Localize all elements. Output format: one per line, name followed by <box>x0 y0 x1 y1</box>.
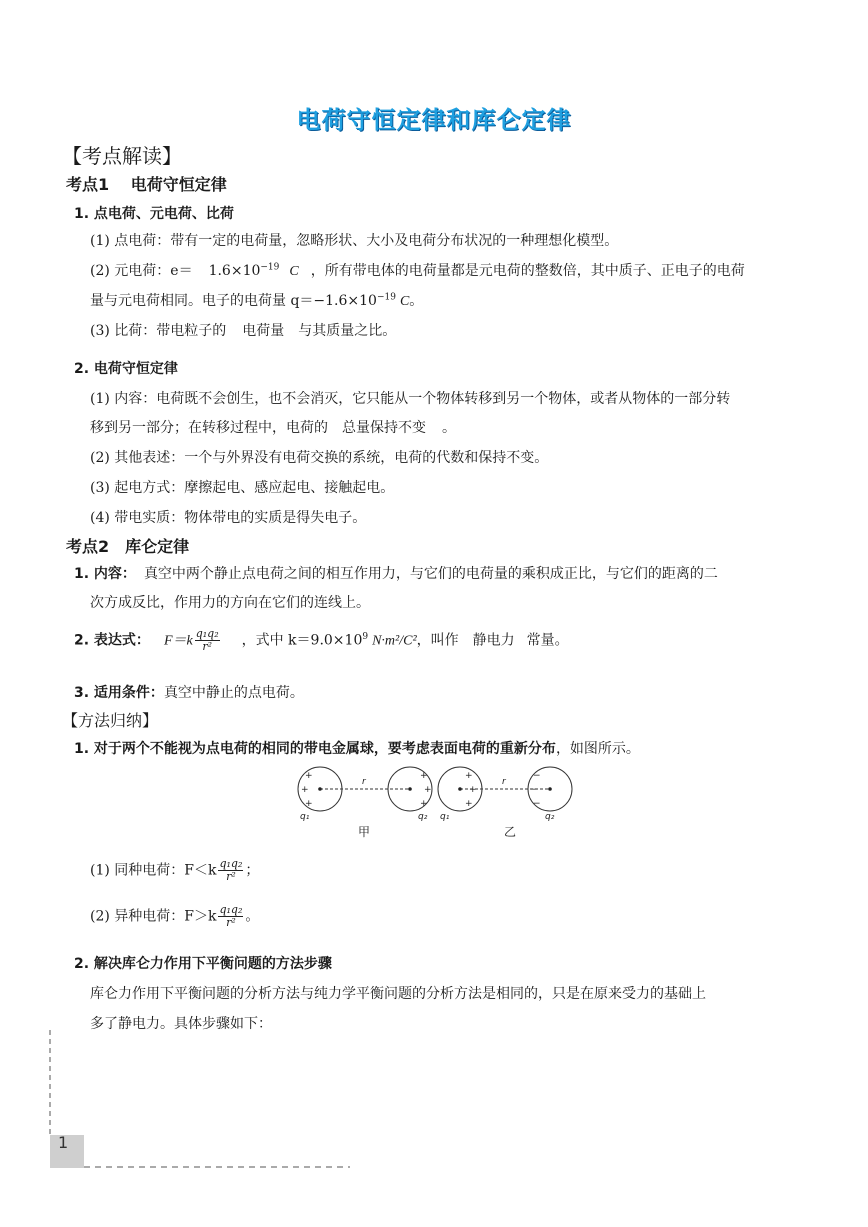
text: ，式中 k＝9.0×10 <box>241 632 363 649</box>
plus-sign: + <box>420 771 428 781</box>
paragraph: 库仑力作用下平衡问题的分析方法与纯力学平衡问题的分析方法是相同的，只是在原来受力的基础上 <box>90 986 706 1002</box>
numerator: q₁q₂ <box>219 857 243 870</box>
unit: C <box>289 264 299 279</box>
caption-jia: 甲 <box>358 825 371 839</box>
bold-text: 1. 对于两个不能视为点电荷的相同的带电金属球，要考虑表面电荷的重新分布 <box>74 741 556 757</box>
plus-sign: + <box>424 785 432 795</box>
denominator: r² <box>226 916 236 929</box>
exponent: −19 <box>376 292 396 303</box>
plus-sign: + <box>465 799 473 809</box>
topic-2-heading: 考点2 库仑定律 <box>66 537 190 556</box>
label: 3. 适用条件： <box>74 685 164 701</box>
charged-spheres-figure <box>290 764 580 844</box>
paragraph-specific-charge <box>90 320 396 340</box>
text: 。 <box>409 293 424 309</box>
text: (1) 同种电荷：F＜k <box>90 862 217 879</box>
text: 量与元电荷相同。电子的电荷量 q＝−1.6×10 <box>90 293 377 309</box>
numerator: q₁q₂ <box>195 627 219 640</box>
text: (3) 比荷：带电粒子的 <box>90 323 227 339</box>
paragraph: (3) 起电方式：摩擦起电、感应起电、接触起电。 <box>90 480 395 496</box>
unit: N·m²/C² <box>372 633 417 649</box>
subheading-equilibrium-steps: 2. 解决库仑力作用下平衡问题的方法步骤 <box>74 956 332 972</box>
formula-expression <box>74 628 569 653</box>
label: 2. 表达式： <box>74 632 150 649</box>
minus-sign: − <box>533 799 541 809</box>
minus-sign: − <box>530 785 538 795</box>
center-dot <box>548 787 552 791</box>
section-heading-methods: 【方法归纳】 <box>62 711 159 730</box>
formula-same-charge <box>90 858 259 883</box>
center-dot <box>408 787 412 791</box>
paragraph: (1) 点电荷：带有一定的电荷量，忽略形状、大小及电荷分布状况的一种理想化模型。 <box>90 233 619 249</box>
text: ； <box>245 862 260 879</box>
subheading-conservation: 2. 电荷守恒定律 <box>74 361 178 377</box>
plus-sign: + <box>305 771 313 781</box>
text: 真空中两个静止点电荷之间的相互作用力，与它们的电荷量的乘积成正比，与它们的距离的二 <box>143 566 718 582</box>
text: 移到另一部分；在转移过程中，电荷的 <box>90 420 328 436</box>
paragraph: (2) 其他表述：一个与外界没有电荷交换的系统，电荷的代数和保持不变。 <box>90 450 549 466</box>
topic-1-heading: 考点1 电荷守恒定律 <box>66 175 227 194</box>
numerator: q₁q₂ <box>219 903 243 916</box>
charge-label: q₁ <box>440 812 450 822</box>
paragraph-elementary-charge <box>90 260 745 280</box>
fill-blank-answer: 总量保持不变 <box>342 420 426 436</box>
text: 。 <box>245 908 260 925</box>
paragraph: 多了静电力。具体步骤如下： <box>90 1016 272 1032</box>
formula-lhs: F＝k <box>163 633 193 649</box>
denominator: r² <box>202 640 212 653</box>
paragraph-method-1 <box>74 738 640 758</box>
center-dot <box>318 787 322 791</box>
paragraph <box>90 417 456 437</box>
paragraph-electron-charge <box>90 290 423 310</box>
text: 常量。 <box>526 632 569 649</box>
exponent: −19 <box>260 262 280 273</box>
plus-sign: + <box>465 771 473 781</box>
minus-sign: − <box>533 771 541 781</box>
unit: C <box>399 294 410 309</box>
charge-label: q₂ <box>545 812 555 822</box>
formula-opposite-charge <box>90 904 259 929</box>
caption-yi: 乙 <box>504 825 517 839</box>
text: ，叫作 <box>416 632 459 649</box>
text: ，如图所示。 <box>555 741 640 757</box>
paragraph-applicability <box>74 682 304 702</box>
paragraph-coulomb-content <box>74 563 718 583</box>
denominator: r² <box>226 870 236 883</box>
charge-label: q₁ <box>300 812 310 822</box>
page-title: 电荷守恒定律和库仑定律 <box>296 106 572 134</box>
paragraph: (1) 内容：电荷既不会创生，也不会消灭，它只能从一个物体转移到另一个物体，或者从物体的一部分转 <box>90 391 731 407</box>
value: 1.6×10 <box>208 263 261 279</box>
text: 与其质量之比。 <box>298 323 397 339</box>
text: 真空中静止的点电荷。 <box>163 685 304 701</box>
page-number: 1 <box>58 1133 69 1152</box>
center-dot <box>458 787 462 791</box>
fraction <box>218 858 243 883</box>
plus-sign: + <box>301 785 309 795</box>
paragraph: (4) 带电实质：物体带电的实质是得失电子。 <box>90 510 367 526</box>
fill-blank-answer: 静电力 <box>472 632 515 649</box>
text: ，所有带电体的电荷量都是元电荷的整数倍，其中质子、正电子的电荷 <box>310 263 745 279</box>
fraction <box>195 628 220 653</box>
text: (2) 异种电荷：F＞k <box>90 908 217 925</box>
text: (2) 元电荷：e＝ <box>90 263 193 279</box>
subheading-point-charge: 1. 点电荷、元电荷、比荷 <box>74 206 234 222</box>
charge-label: q₂ <box>418 812 428 822</box>
distance-label: r <box>502 777 506 787</box>
paragraph: 次方成反比，作用力的方向在它们的连线上。 <box>90 595 370 611</box>
fill-blank-answer: 电荷量 <box>242 323 285 339</box>
page-corner-decoration <box>40 1030 360 1180</box>
plus-sign: + <box>305 799 313 809</box>
section-heading-key-points: 【考点解读】 <box>62 144 182 168</box>
label: 1. 内容： <box>74 566 136 582</box>
text: 。 <box>442 420 456 436</box>
exponent: 9 <box>362 631 369 642</box>
fraction <box>218 904 243 929</box>
plus-sign: + <box>420 799 428 809</box>
plus-sign: + <box>469 785 477 795</box>
distance-label: r <box>362 777 366 787</box>
